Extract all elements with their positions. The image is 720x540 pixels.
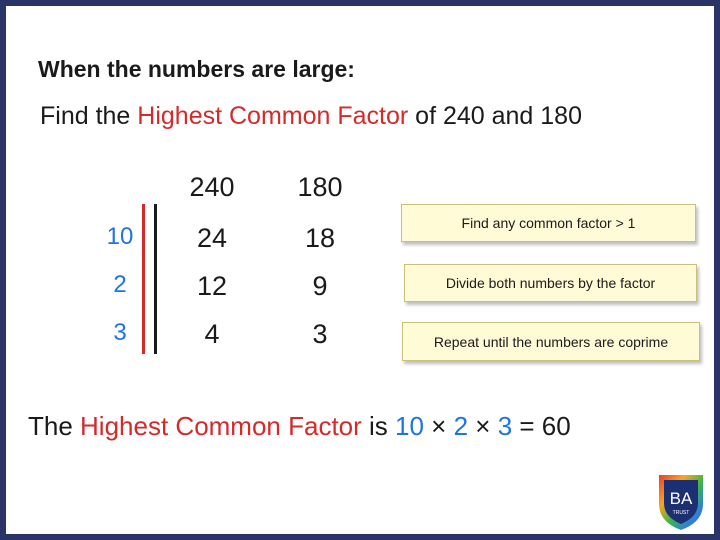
quotient-b-row-1: 18 <box>304 223 336 253</box>
logo-text: BA <box>669 489 693 508</box>
factor-1: 10 <box>395 411 424 441</box>
step-note-2: Divide both numbers by the factor <box>404 264 697 302</box>
step-note-3: Repeat until the numbers are coprime <box>402 322 700 361</box>
problem-prefix: Find the <box>40 102 138 130</box>
quotient-b-row-3: 3 <box>312 319 328 349</box>
times-2: × <box>468 411 498 441</box>
divisor-row-3: 3 <box>113 319 127 346</box>
quotient-b-row-2: 9 <box>312 271 328 301</box>
quotient-a-row-2: 12 <box>196 271 228 301</box>
problem-statement <box>40 102 582 131</box>
slide <box>6 6 714 534</box>
divisor-row-2: 2 <box>113 271 127 298</box>
factor-3: 3 <box>497 411 513 441</box>
quotient-a-row-3: 4 <box>204 319 220 349</box>
times-1: × <box>423 411 454 441</box>
logo-subtext: TRUST <box>672 510 690 516</box>
step-note-1: Find any common factor > 1 <box>401 204 696 242</box>
divisor-bar <box>142 204 145 354</box>
conclusion-highlight: Highest Common Factor <box>80 411 362 441</box>
header-180: 180 <box>297 172 343 202</box>
quotient-bar <box>154 204 157 354</box>
problem-highlight: Highest Common Factor <box>137 102 409 130</box>
divisor-row-1: 10 <box>106 223 134 250</box>
trust-logo-icon <box>656 472 706 532</box>
slide-heading: When the numbers are large: <box>38 56 355 82</box>
header-240: 240 <box>189 172 235 202</box>
quotient-a-row-1: 24 <box>196 223 228 253</box>
conclusion-prefix: The <box>28 411 81 441</box>
conclusion <box>28 411 571 442</box>
result: = 60 <box>512 411 571 441</box>
conclusion-is: is <box>361 411 396 441</box>
problem-suffix: of 240 and 180 <box>408 102 582 130</box>
factor-2: 2 <box>453 411 469 441</box>
